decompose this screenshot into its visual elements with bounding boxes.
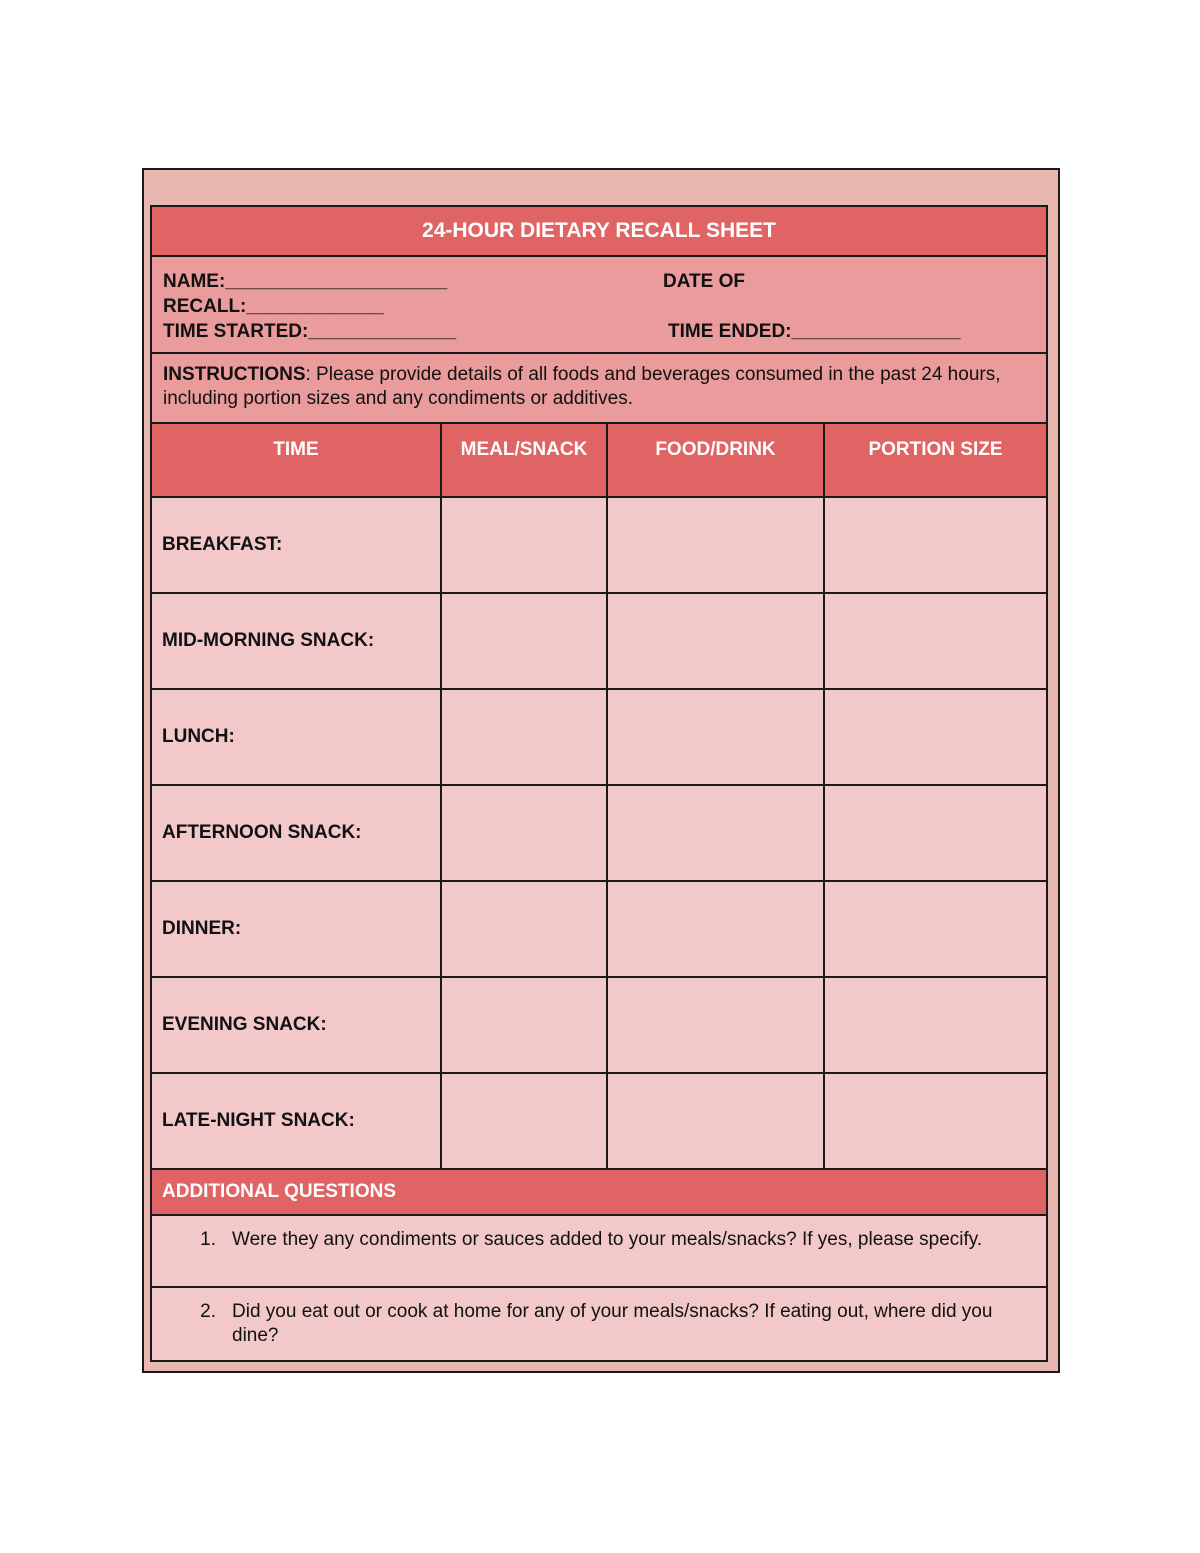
question-item[interactable]: [152, 1288, 1046, 1360]
name-field[interactable]: NAME:_____________________: [163, 271, 448, 292]
row-label-evening-snack: EVENING SNACK:: [152, 978, 442, 1072]
table-row: [152, 1074, 1046, 1170]
header-portion-size: PORTION SIZE: [868, 439, 1003, 460]
dietary-recall-sheet: [150, 205, 1048, 1362]
food-drink-cell[interactable]: [608, 978, 825, 1072]
question-number: 1.: [200, 1229, 216, 1250]
food-drink-cell[interactable]: [608, 690, 825, 784]
info-section: [152, 257, 1046, 354]
row-label-dinner: DINNER:: [152, 882, 442, 976]
meal-snack-cell[interactable]: [442, 786, 608, 880]
question-number: 2.: [200, 1301, 216, 1322]
question-text: Were they any condiments or sauces added to your meals/snacks? If yes, please specify.: [232, 1229, 983, 1250]
food-drink-cell[interactable]: [608, 1074, 825, 1168]
meal-snack-cell[interactable]: [442, 594, 608, 688]
meal-snack-cell[interactable]: [442, 1074, 608, 1168]
time-ended-field[interactable]: TIME ENDED:________________: [668, 321, 961, 342]
meal-snack-cell[interactable]: [442, 978, 608, 1072]
date-of-recall-label: DATE OF: [663, 271, 745, 292]
row-label-lunch: LUNCH:: [152, 690, 442, 784]
table-row: [152, 498, 1046, 594]
table-row: [152, 594, 1046, 690]
header-time: TIME: [152, 424, 442, 496]
food-drink-cell[interactable]: [608, 882, 825, 976]
table-row: [152, 786, 1046, 882]
date-of-recall-field[interactable]: RECALL:_____________: [163, 296, 384, 317]
table-row: [152, 882, 1046, 978]
meal-snack-cell[interactable]: [442, 498, 608, 592]
row-label-afternoon-snack: AFTERNOON SNACK:: [152, 786, 442, 880]
header-food-drink: FOOD/DRINK: [608, 424, 825, 496]
additional-questions-title: ADDITIONAL QUESTIONS: [152, 1170, 1046, 1216]
header-meal-snack: MEAL/SNACK: [442, 424, 608, 496]
food-drink-cell[interactable]: [608, 786, 825, 880]
food-drink-cell[interactable]: [608, 498, 825, 592]
portion-size-cell[interactable]: [825, 498, 1046, 592]
question-item[interactable]: [152, 1216, 1046, 1288]
portion-size-cell[interactable]: [825, 786, 1046, 880]
portion-size-cell[interactable]: [825, 978, 1046, 1072]
instructions-label: INSTRUCTIONS: [163, 364, 306, 385]
table-row: [152, 978, 1046, 1074]
row-label-mid-morning-snack: MID-MORNING SNACK:: [152, 594, 442, 688]
meal-snack-cell[interactable]: [442, 690, 608, 784]
portion-size-cell[interactable]: [825, 882, 1046, 976]
instructions-text: : Please provide details of all foods and beverages consumed in the past 24 hours, including portion sizes and any condiments or additives.: [163, 364, 1001, 409]
portion-size-cell[interactable]: [825, 594, 1046, 688]
table-header: [152, 424, 1046, 498]
instructions: [152, 354, 1046, 424]
sheet-title: 24-HOUR DIETARY RECALL SHEET: [152, 207, 1046, 257]
food-drink-cell[interactable]: [608, 594, 825, 688]
row-label-breakfast: BREAKFAST:: [152, 498, 442, 592]
portion-size-cell[interactable]: [825, 1074, 1046, 1168]
row-label-late-night-snack: LATE-NIGHT SNACK:: [152, 1074, 442, 1168]
portion-size-cell[interactable]: [825, 690, 1046, 784]
question-text: Did you eat out or cook at home for any of your meals/snacks? If eating out, where did you dine?: [232, 1301, 993, 1346]
table-row: [152, 690, 1046, 786]
meal-snack-cell[interactable]: [442, 882, 608, 976]
time-started-field[interactable]: TIME STARTED:______________: [163, 321, 457, 342]
